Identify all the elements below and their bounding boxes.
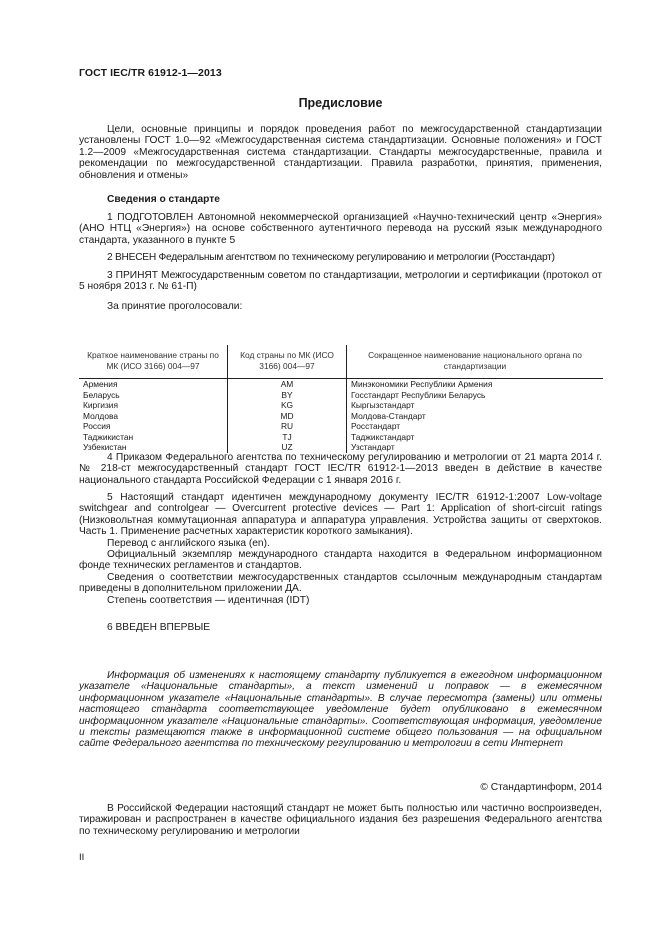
table-cell-body: Таджикстандарт <box>351 431 415 442</box>
item-5-translation: Перевод с английского языка (en). <box>107 537 270 549</box>
restriction-block <box>79 803 602 837</box>
table-cell-body: Кыргызстандарт <box>351 400 415 410</box>
voted-block <box>79 301 602 312</box>
table-row <box>79 421 603 432</box>
item-5-references: Сведения о соответствии межгосударственных стандартов ссылочным международным стандартам приведены в дополнительном приложении ДА. <box>79 571 602 595</box>
table-cell-country: Таджикистан <box>79 432 228 443</box>
table-cell-country: Россия <box>79 421 228 432</box>
table-row <box>79 432 603 443</box>
about-standard-heading: Сведения о стандарте <box>107 194 220 205</box>
table-cell-country: Молдова <box>79 411 228 422</box>
table-cell-country: Киргизия <box>79 400 228 411</box>
table-row <box>79 400 603 411</box>
table-row <box>79 442 603 453</box>
table-cell-country: Армения <box>79 379 228 390</box>
table-header-body: Сокращенное наименование национального органа по стандартизации <box>347 345 604 379</box>
table-row <box>79 379 603 390</box>
notice-block <box>79 670 602 750</box>
item-5-identical: 5 Настоящий стандарт идентичен международному документу IEC/TR 61912-1:2007 Low-voltage switchgear and controlgear — Overcurrent protective devices — Part 1: Application of short-circuit ratings (Низковольтная коммутационная аппаратура и аппаратура управления. Устройства защиты от сверхтоков. Часть 1. Применение расчетных характеристик короткого замыкания). <box>79 492 602 538</box>
page-title: Предисловие <box>298 96 383 110</box>
table-header-code: Код страны по МК (ИСО 3166) 004—97 <box>228 345 347 379</box>
item-3-adopted: 3 ПРИНЯТ Межгосударственным советом по стандартизации, метрологии и сертификации (протокол от 5 ноября 2013 г. № 61-П) <box>79 270 602 293</box>
copyright-line: © Стандартинформ, 2014 <box>480 782 602 793</box>
table-header-row <box>79 345 603 379</box>
item-5-official-copy: Официальный экземпляр международного стандарта находится в Федеральном информационном фонде технических регламентов и стандартов. <box>79 549 602 572</box>
table-header-country: Краткое наименование страны по МК (ИСО 3166) 004—97 <box>79 345 228 379</box>
about-heading-block <box>79 194 602 205</box>
table-cell-code: UZ <box>228 442 347 453</box>
item-6-block <box>79 622 602 633</box>
table-cell-code: BY <box>228 390 347 401</box>
item-1-block <box>79 212 602 246</box>
item-6-introduced: 6 ВВЕДЕН ВПЕРВЫЕ <box>107 622 211 633</box>
item-2-submitted: 2 ВНЕСЕН Федеральным агентством по техническому регулированию и метрологии (Росстандарт) <box>107 252 555 263</box>
item-3-block <box>79 270 602 293</box>
reproduction-restriction: В Российской Федерации настоящий стандарт не может быть полностью или частично воспроизведен, тиражирован и распространен в качестве официального издания без разрешения Федерального агентства по техническому регулированию и метрологии <box>79 803 602 837</box>
table-cell-body: Минэкономики Республики Армения <box>351 379 493 389</box>
intro-paragraph: Цели, основные принципы и порядок проведения работ по межгосударственной стандартизации установлены ГОСТ 1.0—92 «Межгосударственная система стандартизации. Основные положения» и ГОСТ 1.2—2009 «Межгосударственная система стандартизации. Стандарты межгосударственные, правила и рекомендации по межгосударственной стандартизации. Правила разработки, принятия, применения, обновления и отмены» <box>79 124 602 181</box>
item-4-enacted: 4 Приказом Федерального агентства по техническому регулированию и метрологии от 21 марта 2014 г. № 218-ст межгосударственный стандарт ГОСТ IEC/TR 61912-1—2013 введен в действие в качестве национального стандарта Российской Федерации с 1 января 2016 г. <box>79 452 602 486</box>
table-cell-code: RU <box>228 421 347 432</box>
table-row <box>79 390 603 401</box>
item-5-block <box>79 492 602 606</box>
table-cell-code: TJ <box>228 432 347 443</box>
table-cell-country: Узбекистан <box>79 442 228 453</box>
table-cell-body: Госстандарт Республики Беларусь <box>351 389 486 400</box>
table-cell-code: AM <box>228 379 347 390</box>
table-cell-code: KG <box>228 400 347 411</box>
page-number: II <box>79 852 85 863</box>
voted-label: За принятие проголосовали: <box>107 301 243 312</box>
table-row <box>79 411 603 422</box>
intro-block <box>79 124 602 181</box>
table-cell-body: Узстандарт <box>351 442 395 452</box>
item-1-prepared: 1 ПОДГОТОВЛЕН Автономной некоммерческой организацией «Научно-технический центр «Энергия» (АНО НТЦ «Энергия») на основе собственного аутентичного перевода на русский язык международного стандарта, указанного в пункте 5 <box>79 212 602 246</box>
document-id-header: ГОСТ IEC/TR 61912-1—2013 <box>79 67 222 79</box>
item-4-block <box>79 452 602 486</box>
item-2-block <box>79 252 602 263</box>
voting-table <box>79 345 603 453</box>
table-cell-code: MD <box>228 411 347 422</box>
changes-notice: Информация об изменениях к настоящему стандарту публикуется в ежегодном информационном указателе «Национальные стандарты», а текст изменений и поправок — в ежемесячном информационном указателе «Национальные стандарты». В случае пересмотра (замены) или отмены настоящего стандарта соответствующее уведомление будет опубликовано в ежемесячном информационном указателе «Национальные стандарты». Соответствующая информация, уведомление и тексты размещаются также в информационной системе общего пользования — на официальном сайте Федерального агентства по техническому регулированию и метрологии в сети Интернет <box>79 670 602 750</box>
item-5-degree: Степень соответствия — идентичная (IDT) <box>107 594 310 606</box>
table-cell-body: Росстандарт <box>351 421 401 431</box>
table-cell-country: Беларусь <box>79 390 228 401</box>
table-cell-body: Молдова-Стандарт <box>351 410 426 421</box>
